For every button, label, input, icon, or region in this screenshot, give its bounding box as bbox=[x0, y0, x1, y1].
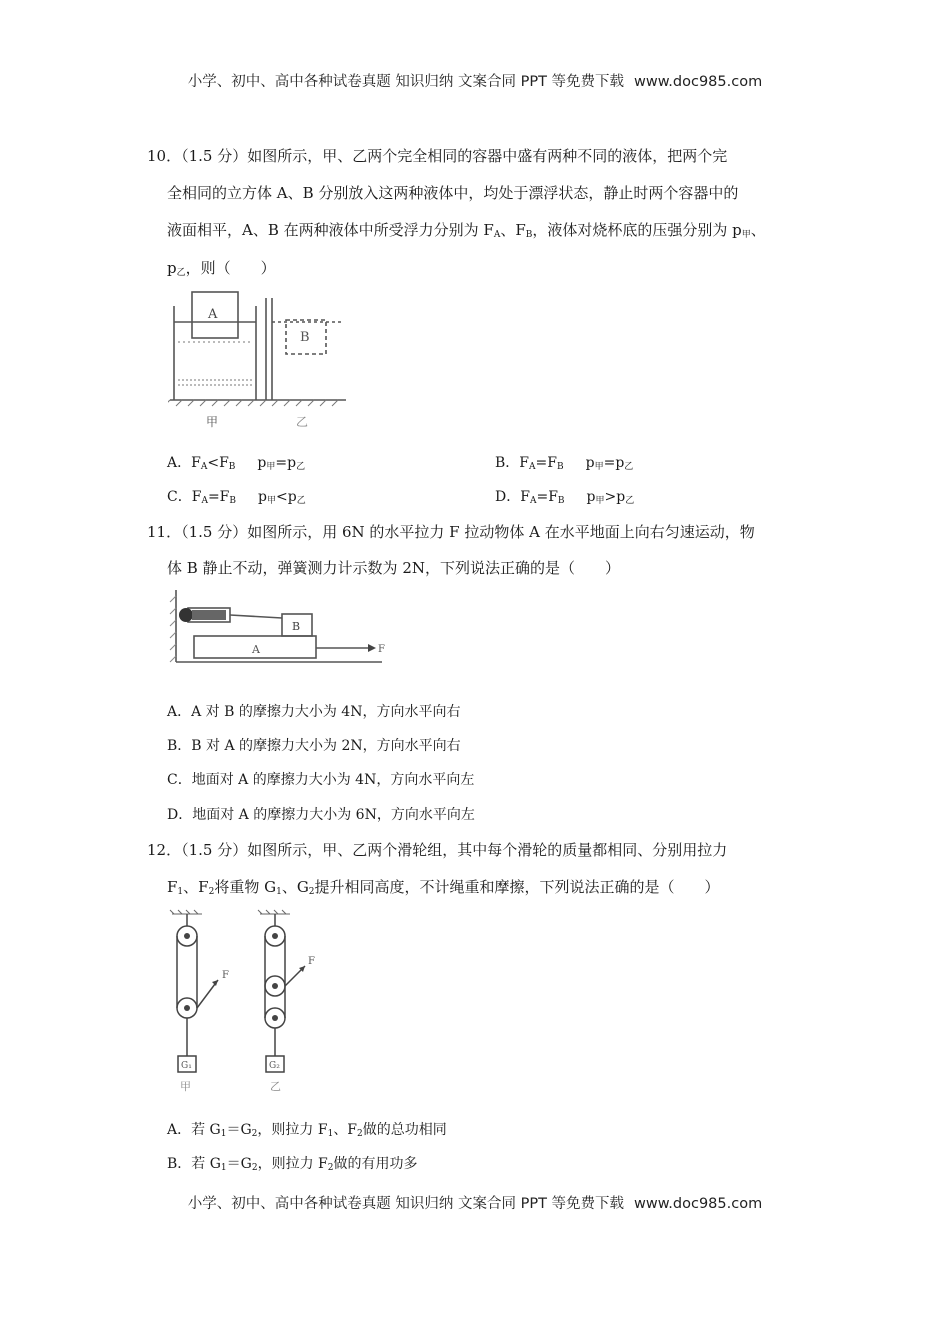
q10-option-c[interactable]: C．$F_A=F_B$ $p_甲<p_乙$ bbox=[167, 489, 306, 506]
q10-label-b: B bbox=[300, 330, 310, 345]
q10-label-yi: 乙 bbox=[296, 415, 309, 429]
q11-line-2: 体 B 静止不动，弹簧测力计示数为 2N，下列说法正确的是（ ） bbox=[167, 559, 620, 577]
q12-label-g2: G₂ bbox=[269, 1061, 280, 1071]
q12-label-g1: G₁ bbox=[181, 1061, 192, 1071]
q10-label-jia: 甲 bbox=[206, 415, 219, 429]
q11-label-b: B bbox=[292, 620, 301, 633]
q12-label-jia: 甲 bbox=[180, 1080, 191, 1093]
header-text: 小学、初中、高中各种试卷真题 知识归纳 文案合同 PPT 等免费下载 bbox=[187, 74, 625, 90]
q12-option-a[interactable]: A．若 $G_1=G_2$，则拉力 $F_1$、$F_2$做的总功相同 bbox=[167, 1122, 447, 1139]
q12-label-yi: 乙 bbox=[270, 1080, 281, 1093]
q12-label-f2: F bbox=[308, 956, 315, 967]
header-site: www.doc985.com bbox=[634, 74, 763, 90]
q11-figure bbox=[168, 588, 388, 668]
q11-option-c[interactable]: C．地面对 A 的摩擦力大小为 4N，方向水平向左 bbox=[167, 772, 475, 788]
q10-line-2: 全相同的立方体 A、B 分别放入这两种液体中，均处于漂浮状态，静止时两个容器中的 bbox=[167, 184, 739, 202]
q11-option-b[interactable]: B．B 对 A 的摩擦力大小为 2N，方向水平向右 bbox=[167, 738, 461, 754]
q12-line-2: $F_1$、$F_2$将重物 $G_1$、$G_2$提升相同高度，不计绳重和摩擦，下列说法正确的是（ ） bbox=[167, 878, 720, 897]
q10-figure bbox=[168, 288, 348, 433]
q11-option-a[interactable]: A．A 对 B 的摩擦力大小为 4N，方向水平向右 bbox=[167, 704, 461, 720]
q10-option-b[interactable]: B．$F_A=F_B$ $p_甲=p_乙$ bbox=[495, 455, 634, 472]
page-footer bbox=[0, 1192, 950, 1213]
q12-figure bbox=[160, 908, 340, 1098]
page-header bbox=[0, 70, 950, 91]
q11-label-f: F bbox=[378, 644, 385, 655]
q10-line-1: 10．（1.5 分）如图所示，甲、乙两个完全相同的容器中盛有两种不同的液体，把两个完 bbox=[147, 147, 728, 165]
q12-line-1: 12．（1.5 分）如图所示，甲、乙两个滑轮组，其中每个滑轮的质量都相同、分别用拉力 bbox=[147, 841, 728, 859]
footer-text: 小学、初中、高中各种试卷真题 知识归纳 文案合同 PPT 等免费下载 bbox=[187, 1196, 625, 1212]
q10-line-3: 液面相平，A、B 在两种液体中所受浮力分别为 $F_A$、$F_B$，液体对烧杯底的压强分别为 $p_甲$、 bbox=[167, 221, 766, 240]
q10-option-d[interactable]: D．$F_A=F_B$ $p_甲>p_乙$ bbox=[495, 489, 635, 506]
q11-option-d[interactable]: D．地面对 A 的摩擦力大小为 6N，方向水平向左 bbox=[167, 807, 475, 823]
q10-label-a: A bbox=[208, 307, 218, 322]
q10-line-4: $p_乙$，则（ ） bbox=[167, 259, 276, 278]
q12-option-b[interactable]: B．若 $G_1=G_2$，则拉力 $F_2$做的有用功多 bbox=[167, 1156, 418, 1173]
footer-site: www.doc985.com bbox=[634, 1196, 763, 1212]
q12-label-f1: F bbox=[222, 970, 229, 981]
q10-option-a[interactable]: A．$F_A<F_B$ $p_甲=p_乙$ bbox=[167, 455, 306, 472]
q11-label-a: A bbox=[252, 643, 260, 656]
q11-line-1: 11．（1.5 分）如图所示，用 6N 的水平拉力 F 拉动物体 A 在水平地面上向右匀速运动，物 bbox=[147, 523, 755, 541]
